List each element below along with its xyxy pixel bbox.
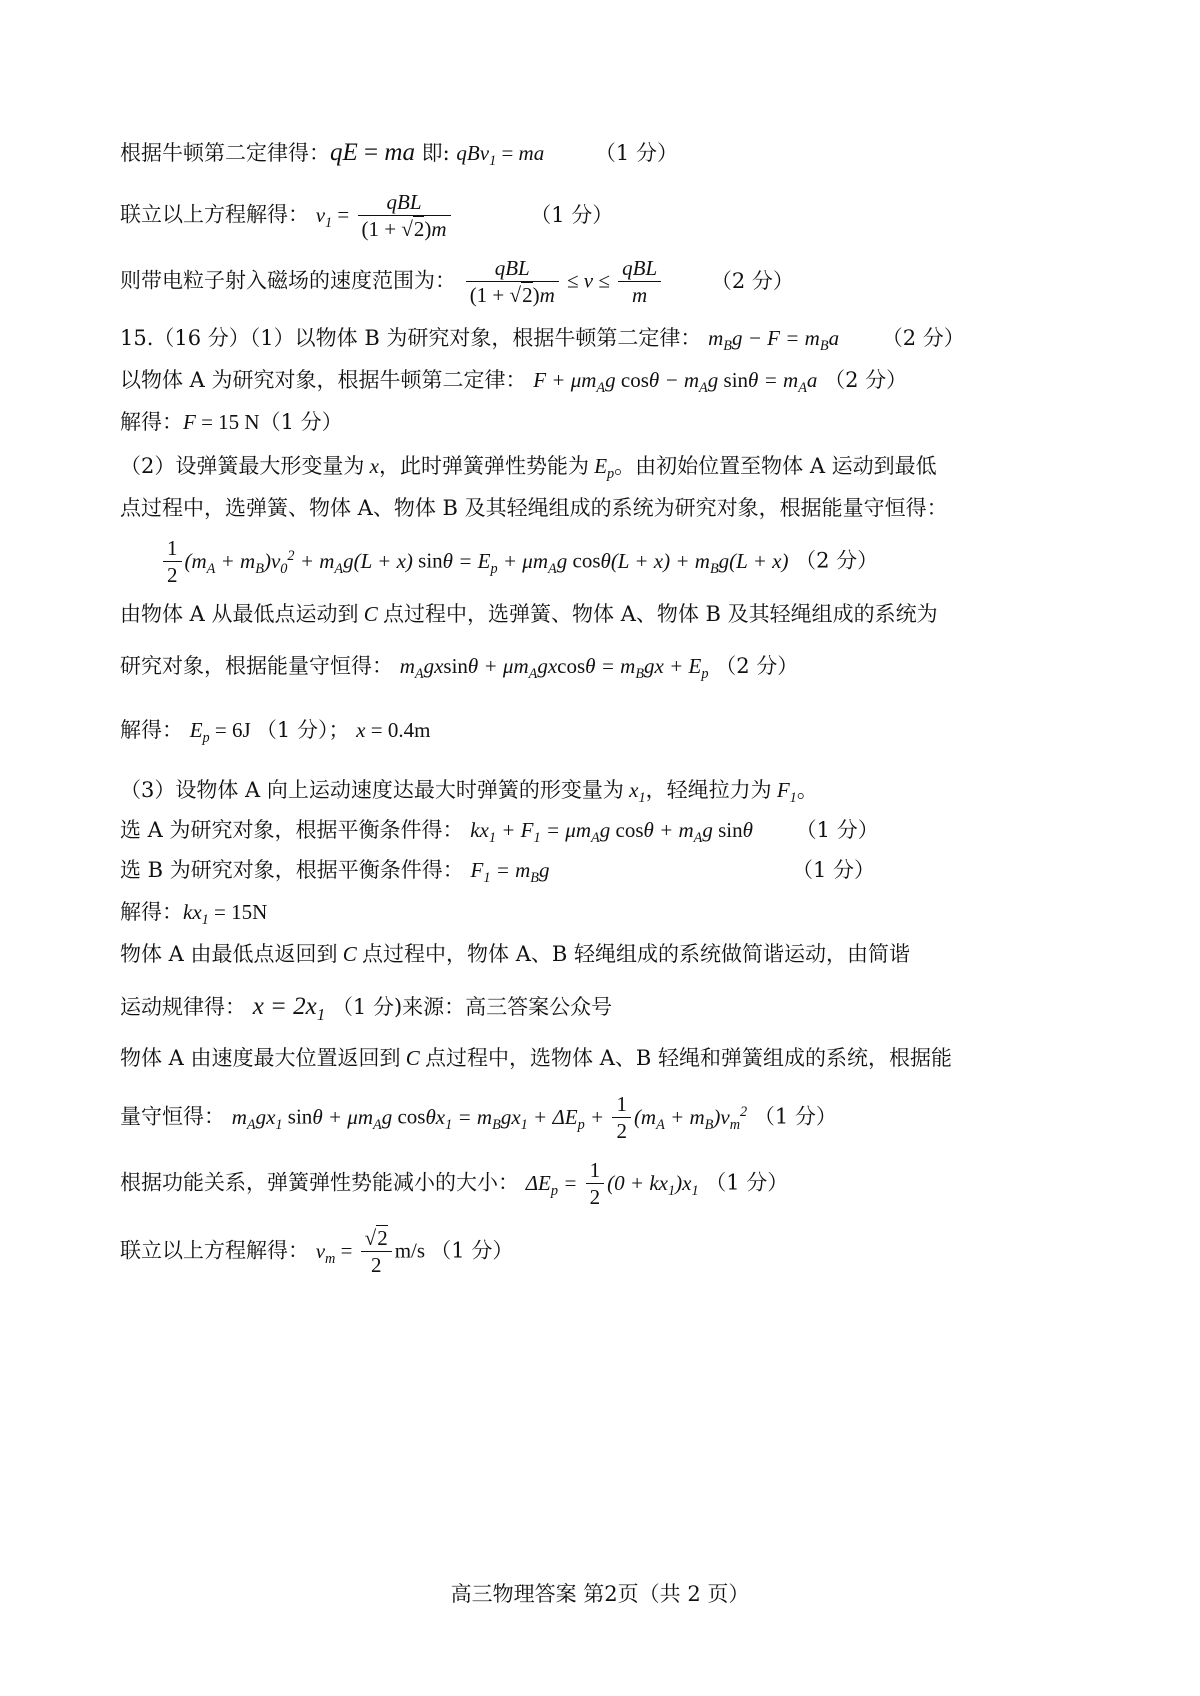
solution-line: 则带电粒子射入磁场的速度范围为： $\frac{\text{qBL}}{(1 + √2)m}$ ≤ v ≤ $\frac{\text{qBL}}{m}$ （2 分） <box>120 256 794 307</box>
score: （2 分） <box>881 326 965 350</box>
solution-line: （3）设物体 A 向上运动速度达最大时弹簧的形变量为 $x_1$，轻绳拉力为 $F_1$。 <box>120 778 818 807</box>
solution-line: 选 B 为研究对象，根据平衡条件得： $F_1 = m_Bg$ <box>120 858 550 887</box>
fraction: $\frac{\text{qBL}}{(1 + √2)m}$ <box>358 192 451 240</box>
score: （1 分） <box>430 1238 514 1263</box>
fraction: $\frac{√2}{2}$ <box>361 1228 392 1276</box>
solution-line: 物体 A 由速度最大位置返回到 C 点过程中，选物体 A、B 轻绳和弹簧组成的系统，根据能 <box>120 1046 952 1070</box>
formula: $m_Bg - F = m_Ba$ <box>708 326 840 355</box>
solution-line: 解得：F = 15 N（1 分） <box>120 410 343 434</box>
fraction: $\frac{\text{qBL}}{m}$ <box>618 258 661 306</box>
fraction: $\frac{1}{2}$ <box>163 538 182 586</box>
solution-line: 量守恒得： $m_Agx_1$ $\sin\theta + \mu m_Ag$ $\cos\theta x_1 = m_Bgx_1 + \Delta E_p$ + $\frac{1}{2}$ $(m_A + m_B)v_m^2$ （1 分） <box>120 1092 837 1143</box>
score: （1 分）； <box>255 718 350 742</box>
score: （1 分） <box>795 818 879 842</box>
formula: x <box>356 718 366 742</box>
formula: qE <box>330 139 358 166</box>
fraction: $\frac{1}{2}$ <box>586 1160 605 1208</box>
solution-line: 由物体 A 从最低点运动到 C 点过程中，选弹簧、物体 A、物体 B 及其轻绳组成的系统为 <box>120 602 938 626</box>
formula: $F + \mu m_Ag$ <box>533 368 616 397</box>
formula: F <box>183 410 196 434</box>
solution-line: 以物体 A 为研究对象，根据牛顿第二定律： $F + \mu m_Ag$ $\cos\theta - m_Ag$ $\sin\theta = m_Aa$ （2 分） <box>120 368 908 397</box>
score: （2 分） <box>710 268 794 293</box>
solution-line: 根据功能关系，弹簧弹性势能减小的大小： $\Delta E_p$ = $\frac{1}{2}$ $(0 + kx_1)x_1$ （1 分） <box>120 1158 789 1209</box>
solution-line: 联立以上方程解得： $v_m$ = $\frac{√2}{2}$ m/s （1 分） <box>120 1226 514 1277</box>
solution-line: 联立以上方程解得： $v_1$ = $\frac{\text{qBL}}{(1 + √2)m}$ （1 分） <box>120 190 614 241</box>
score: （1 分） <box>753 1104 837 1129</box>
fraction: $\frac{1}{2}$ <box>612 1094 631 1142</box>
solution-line: 研究对象，根据能量守恒得： $m_Agxsin\theta + \mu m_Agxcos\theta = m_Bgx + E_p$ （2 分） <box>120 654 799 683</box>
page-footer: 高三物理答案 第2页（共 2 页） <box>450 1582 750 1606</box>
formula: $m_Agx$ <box>399 654 444 683</box>
score: （1 分） <box>705 1170 789 1195</box>
formula: $(m_A + m_B)v_0^2 + m_Ag(L + x)$ <box>184 547 413 577</box>
score: （1 分） <box>530 202 614 227</box>
formula: $F_1 = m_Bg$ <box>470 858 550 887</box>
solution-line: $\frac{1}{2}$ $(m_A + m_B)v_0^2 + m_Ag(L + x) \sin\theta = E_p + \mu m_Ag$ $\cos\theta(L + x) + m_Bg(L + x)$ （2 分） <box>160 538 878 586</box>
formula: $v_m$ <box>315 1238 336 1267</box>
formula: $m_Agx_1$ <box>231 1104 283 1133</box>
solution-line: 选 A 为研究对象，根据平衡条件得： $kx_1 + F_1 = \mu m_Ag$ $\cos\theta + m_Ag$ sinθ （1 分） <box>120 818 879 847</box>
score: （1 分） <box>792 858 876 882</box>
formula: $\Delta E_p$ = <box>525 1170 583 1199</box>
formula: $E_p$ <box>189 718 210 747</box>
fraction: $\frac{\text{qBL}}{(1 + √2)m}$ <box>466 258 559 306</box>
solution-line: 15.（16 分）（1）以物体 B 为研究对象，根据牛顿第二定律： $m_Bg - F = m_Ba$ （2 分） <box>120 326 965 355</box>
score: （1 分)来源：高三答案公众号 <box>331 995 613 1019</box>
solution-line: 根据牛顿第二定律得：qE = ma 即: qBv$_1$ = ma （1 分） <box>120 139 678 170</box>
score: （2 分） <box>795 548 879 573</box>
solution-line: 物体 A 由最低点返回到 C 点过程中，物体 A、B 轻绳组成的系统做简谐运动，由简谐 <box>120 942 910 966</box>
solution-line: 运动规律得： $x = 2x_1$ （1 分)来源：高三答案公众号 <box>120 993 613 1024</box>
formula: $v_1$ <box>315 202 333 231</box>
formula: qBv$_1$ <box>456 141 497 170</box>
solution-line: 解得：$kx_1 = 15N$ <box>120 900 268 929</box>
score: （2 分） <box>715 654 799 678</box>
solution-line: 解得： $E_p = 6J$ （1 分）； x = 0.4m <box>120 718 431 747</box>
score: （1 分） <box>594 141 678 165</box>
formula: $kx_1$ <box>183 900 209 929</box>
score: （2 分） <box>824 368 908 392</box>
score: （1 分） <box>259 410 343 434</box>
solution-line: 点过程中，选弹簧、物体 A、物体 B 及其轻绳组成的系统为研究对象，根据能量守恒得： <box>120 496 948 520</box>
solution-line: （2）设弹簧最大形变量为 x，此时弹簧弹性势能为 $E_p$。由初始位置至物体 A 运动到最低 <box>120 454 937 483</box>
formula: $x = 2x_1$ <box>252 993 326 1024</box>
formula: $kx_1 + F_1 = \mu m_Ag$ <box>470 818 611 847</box>
